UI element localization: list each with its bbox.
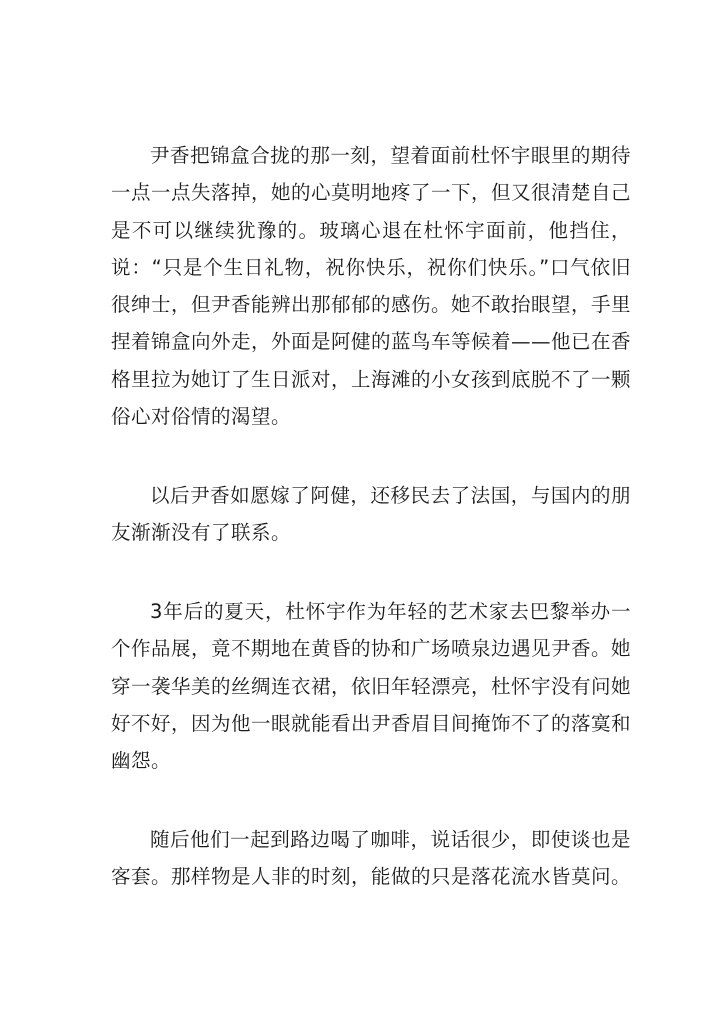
paragraph-3: 3年后的夏天，杜怀宇作为年轻的艺术家去巴黎举办一个作品展，竟不期地在黄昏的协和广场喷泉边遇见尹香。她穿一袭华美的丝绸连衣裙，依旧年轻漂亮，杜怀宇没有问她好不好，因为他一眼就能看出尹香眉目间掩饰不了的落寞和幽怨。 — [111, 600, 632, 773]
paragraph-1: 尹香把锦盒合拢的那一刻，望着面前杜怀宇眼里的期待一点一点失落掉，她的心莫明地疼了一下，但又很清楚自己是不可以继续犹豫的。玻璃心退在杜怀宇面前，他挡住，说：“只是个生日礼物，祝你快乐，祝你们快乐。”口气依旧很绅士，但尹香能辨出那郁郁的感伤。她不敢抬眼望，手里捏着锦盒向外走，外面是阿健的蓝鸟车等候着——他已在香格里拉为她订了生日派对，上海滩的小女孩到底脱不了一颗俗心对俗情的渴望。 — [111, 144, 632, 429]
paragraph-2: 以后尹香如愿嫁了阿健，还移民去了法国，与国内的朋友渐渐没有了联系。 — [111, 484, 631, 545]
paragraph-4: 随后他们一起到路边喝了咖啡，说话很少，即使谈也是客套。那样物是人非的时刻，能做的只是落花流水皆莫问。 — [111, 828, 632, 889]
